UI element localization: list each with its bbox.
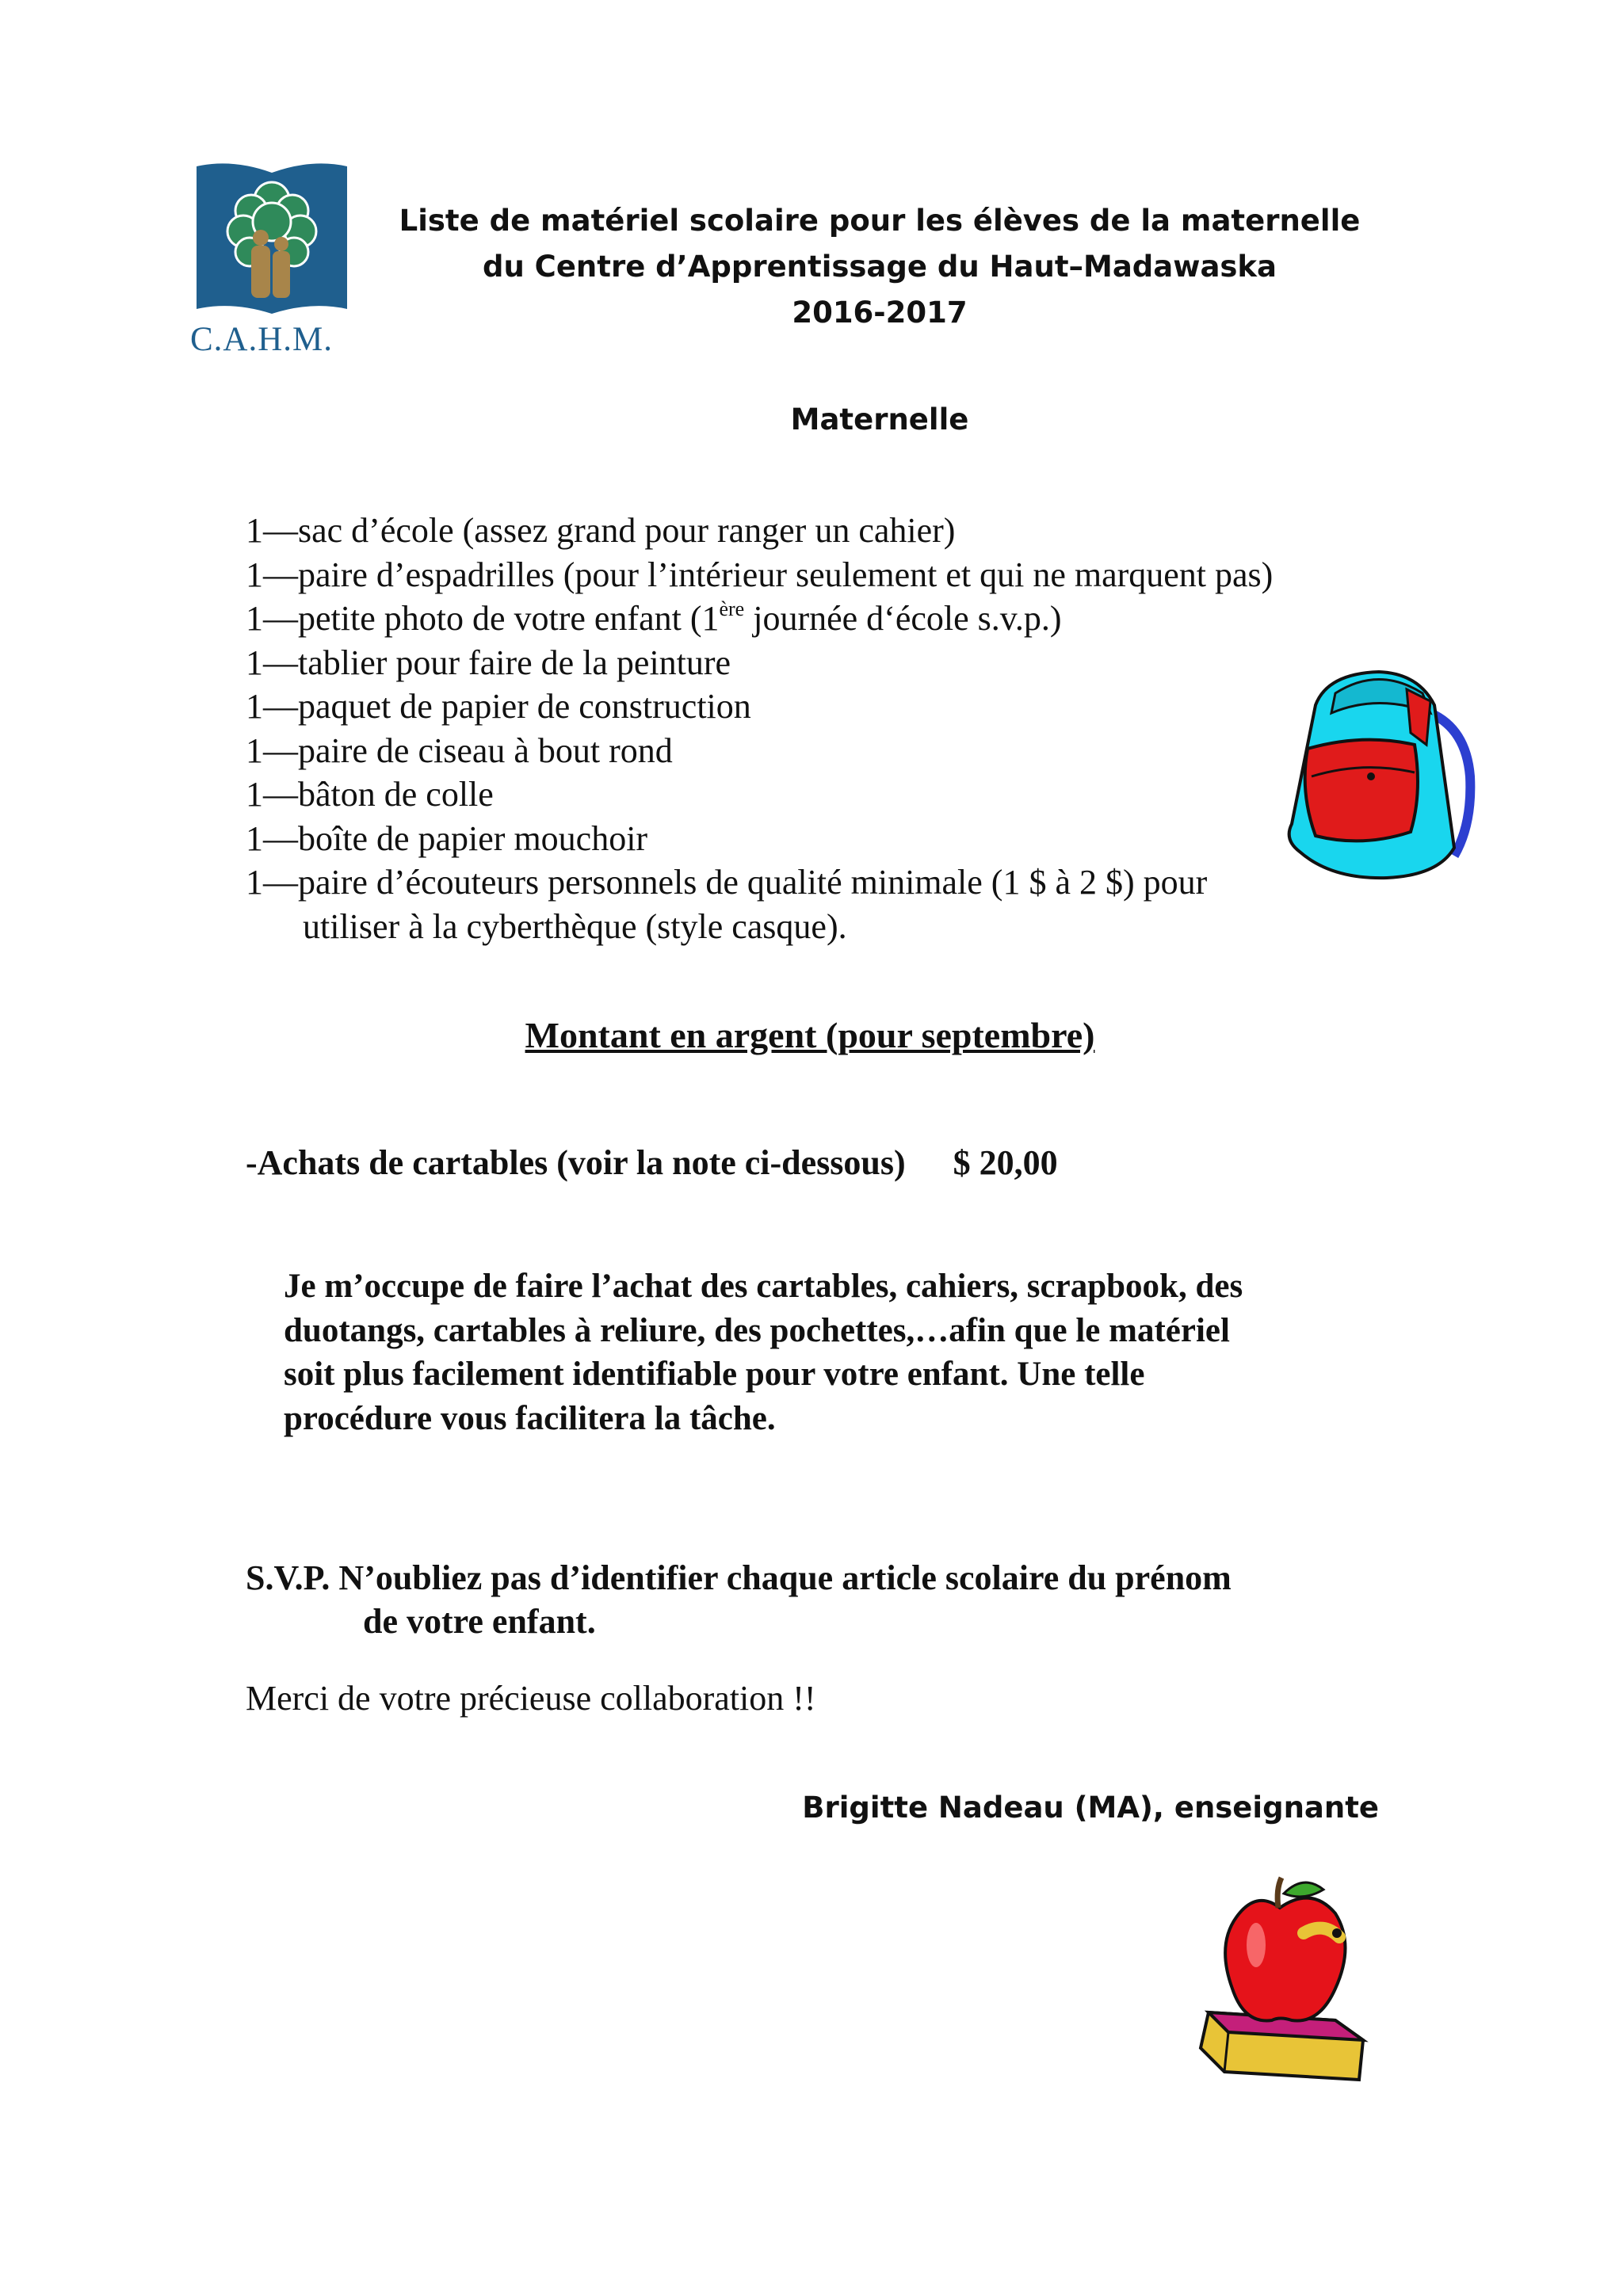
note-line: Je m’occupe de faire l’achat des cartables, cahiers, scrapbook, des [284, 1268, 1243, 1305]
list-item: 1—paire d’espadrilles (pour l’intérieur seulement et qui ne marquent pas) [246, 555, 1274, 594]
book-tree-people-icon [193, 158, 351, 317]
list-item [246, 597, 1395, 641]
binder-purchase-line [246, 1142, 1355, 1183]
header-school-year: 2016-2017 [792, 296, 968, 330]
list-item: 1—bâton de colle [246, 775, 494, 814]
list-item: 1—paquet de papier de construction [246, 687, 751, 726]
list-item-text: 1—petite photo de votre enfant (1 [246, 599, 720, 638]
list-item-text: journée d‘école s.v.p.) [744, 599, 1062, 638]
svp-line: S.V.P. N’oubliez pas d’identifier chaque article scolaire du prénom [246, 1558, 1232, 1597]
document-header [372, 198, 1387, 336]
money-section-heading: Montant en argent (pour septembre) [525, 1015, 1095, 1055]
svp-line: de votre enfant. [363, 1602, 596, 1641]
list-item: 1—paire de ciseau à bout rond [246, 730, 673, 770]
superscript: ère [719, 597, 745, 620]
backpack-illustration [1268, 658, 1482, 895]
binder-purchase-label: -Achats de cartables (voir la note ci-dessous) [246, 1143, 906, 1182]
thanks-text: Merci de votre précieuse collaboration !! [246, 1679, 816, 1718]
header-title-line-2: du Centre d’Apprentissage du Haut–Madawaska [482, 250, 1277, 284]
list-item: 1—boîte de papier mouchoir [246, 818, 648, 858]
list-item-continuation: utiliser à la cyberthèque (style casque). [303, 906, 847, 946]
grade-heading: Maternelle [790, 402, 969, 437]
supply-list [246, 509, 1395, 948]
list-item: 1—sac d’école (assez grand pour ranger un cahier) [246, 511, 956, 550]
note-line: duotangs, cartables à reliure, des pochettes,…afin que le matériel [284, 1311, 1230, 1349]
teacher-signature: Brigitte Nadeau (MA), enseignante [802, 1791, 1379, 1825]
note-line: soit plus facilement identifiable pour votre enfant. Une telle [284, 1356, 1145, 1393]
apple-icon [1193, 1870, 1371, 2088]
list-item: 1—tablier pour faire de la peinture [246, 643, 731, 682]
note-line: procédure vous facilitera la tâche. [284, 1399, 776, 1437]
binder-purchase-amount: $ 20,00 [953, 1143, 1058, 1182]
svp-reminder [246, 1556, 1434, 1643]
backpack-icon [1268, 658, 1482, 895]
header-title-line-1: Liste de matériel scolaire pour les élèves de la maternelle [399, 204, 1361, 238]
logo-text: C.A.H.M. [190, 321, 334, 358]
teacher-note [284, 1264, 1393, 1440]
apple-on-book-illustration [1193, 1870, 1371, 2088]
list-item: 1—paire d’écouteurs personnels de qualité minimale (1 $ à 2 $) pour [246, 863, 1208, 902]
